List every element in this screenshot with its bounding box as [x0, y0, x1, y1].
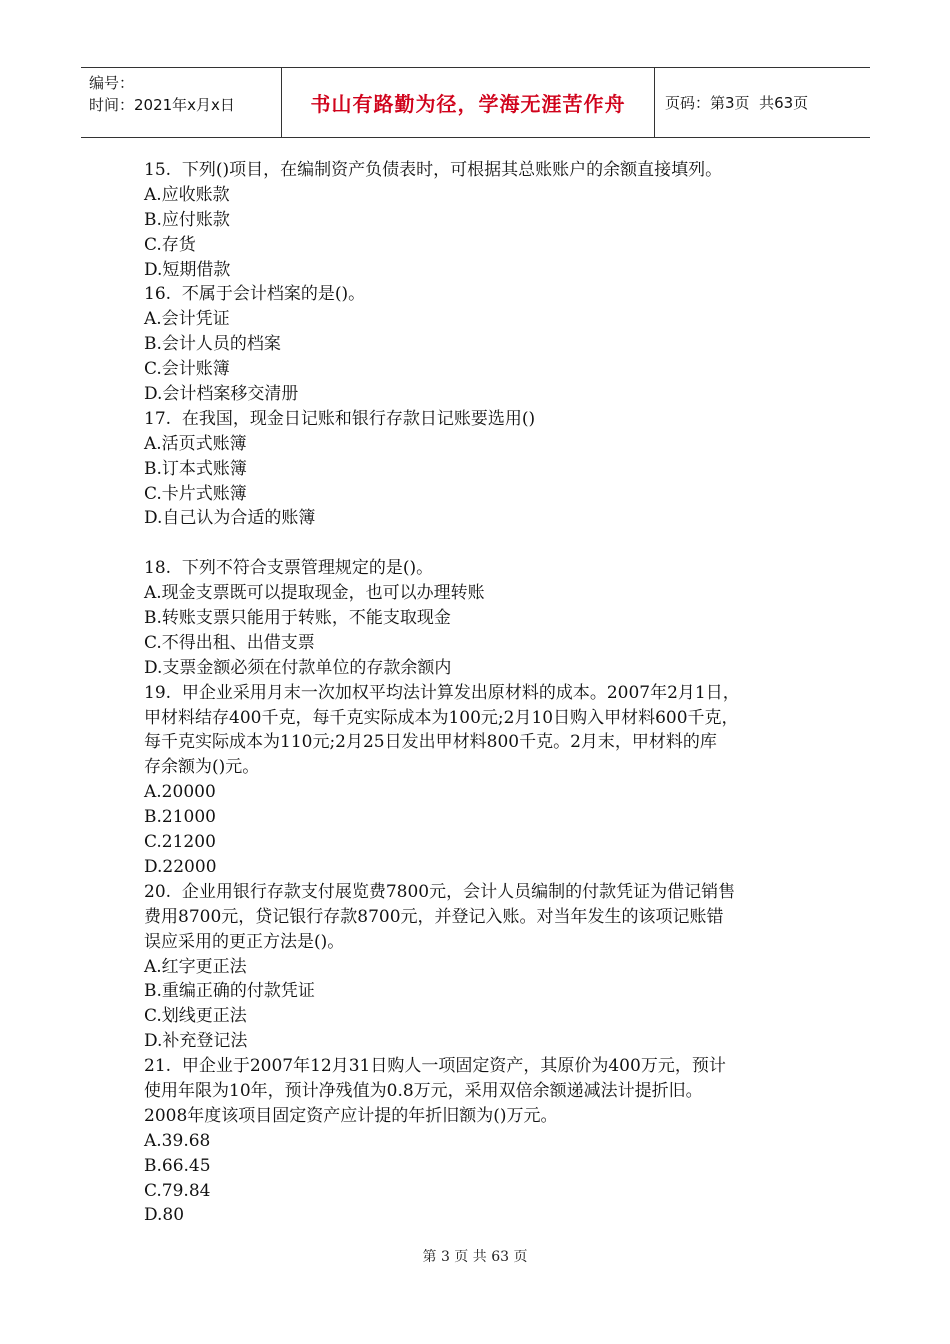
- option-b: B.转账支票只能用于转账，不能支取现金: [144, 608, 451, 629]
- option-d: D.会计档案移交清册: [144, 384, 299, 405]
- header-page-code: 页码：第3页 共63页: [665, 94, 809, 112]
- question-list: [144, 158, 824, 1228]
- question-18: [144, 556, 824, 680]
- option-c: C.21200: [144, 832, 216, 853]
- option-d: D.22000: [144, 856, 217, 877]
- option-a: A.现金支票既可以提取现金，也可以办理转账: [144, 583, 485, 604]
- question-20: [144, 880, 824, 1054]
- option-b: B.重编正确的付款凭证: [144, 981, 315, 1002]
- question-stem: 21. 甲企业于2007年12月31日购人一项固定资产，其原价为400万元，预计: [144, 1056, 726, 1077]
- question-stem: 18. 下列不符合支票管理规定的是()。: [144, 558, 434, 579]
- question-17: [144, 407, 824, 531]
- option-a: A.活页式账簿: [144, 433, 247, 454]
- question-stem: 17. 在我国，现金日记账和银行存款日记账要选用(): [144, 408, 536, 429]
- option-c: C.划线更正法: [144, 1006, 247, 1027]
- question-16: [144, 282, 824, 406]
- question-15: [144, 158, 824, 282]
- question-stem: 2008年度该项目固定资产应计提的年折旧额为()万元。: [144, 1105, 558, 1126]
- header-number-label: 编号：: [89, 74, 135, 92]
- option-a: A.39.68: [144, 1130, 211, 1151]
- option-d: D.80: [144, 1205, 185, 1226]
- page-footer: 第 3 页 共 63 页: [422, 1249, 528, 1265]
- question-stem: 使用年限为10年，预计净残值为0.8万元，采用双倍余额递减法计提折旧。: [144, 1080, 703, 1101]
- question-stem: 20. 企业用银行存款支付展览费7800元，会计人员编制的付款凭证为借记销售: [144, 881, 736, 902]
- question-stem: 费用8700元，贷记银行存款8700元，并登记入账。对当年发生的该项记账错: [144, 906, 724, 927]
- option-c: C.卡片式账簿: [144, 483, 247, 504]
- option-c: C.79.84: [144, 1180, 211, 1201]
- question-stem: 19. 甲企业采用月末一次加权平均法计算发出原材料的成本。2007年2月1日，: [144, 682, 740, 703]
- option-b: B.66.45: [144, 1155, 211, 1176]
- option-a: A.应收账款: [144, 184, 230, 205]
- option-c: C.会计账簿: [144, 359, 230, 380]
- option-d: D.补充登记法: [144, 1031, 248, 1052]
- question-stem: 16. 不属于会计档案的是()。: [144, 284, 366, 305]
- option-c: C.不得出租、出借支票: [144, 632, 315, 653]
- option-a: A.20000: [144, 782, 216, 803]
- question-stem: 每千克实际成本为110元;2月25日发出甲材料800千克。2月末，甲材料的库: [144, 732, 717, 753]
- header-meta: [81, 68, 282, 137]
- option-a: A.会计凭证: [144, 309, 230, 330]
- option-d: D.短期借款: [144, 259, 231, 280]
- option-d: D.支票金额必须在付款单位的存款余额内: [144, 657, 452, 678]
- header-motto: 书山有路勤为径，学海无涯苦作舟: [282, 68, 655, 137]
- question-stem: 15. 下列()项目，在编制资产负债表时，可根据其总账账户的余额直接填列。: [144, 160, 723, 180]
- option-c: C.存货: [144, 234, 196, 255]
- blank-line: [144, 531, 824, 556]
- question-21: [144, 1054, 824, 1228]
- option-b: B.应付账款: [144, 209, 230, 230]
- option-b: B.会计人员的档案: [144, 334, 281, 355]
- option-b: B.21000: [144, 807, 216, 828]
- question-stem: 甲材料结存400千克，每千克实际成本为100元;2月10日购入甲材料600千克，: [144, 707, 739, 728]
- header-time-label: 时间：2021年x月x日: [89, 96, 235, 114]
- option-b: B.订本式账簿: [144, 458, 247, 479]
- page-header: [81, 67, 870, 138]
- question-19: [144, 681, 824, 880]
- option-d: D.自己认为合适的账簿: [144, 508, 316, 529]
- question-stem: 存余额为()元。: [144, 757, 260, 778]
- option-a: A.红字更正法: [144, 956, 247, 977]
- question-stem: 误应采用的更正方法是()。: [144, 931, 345, 952]
